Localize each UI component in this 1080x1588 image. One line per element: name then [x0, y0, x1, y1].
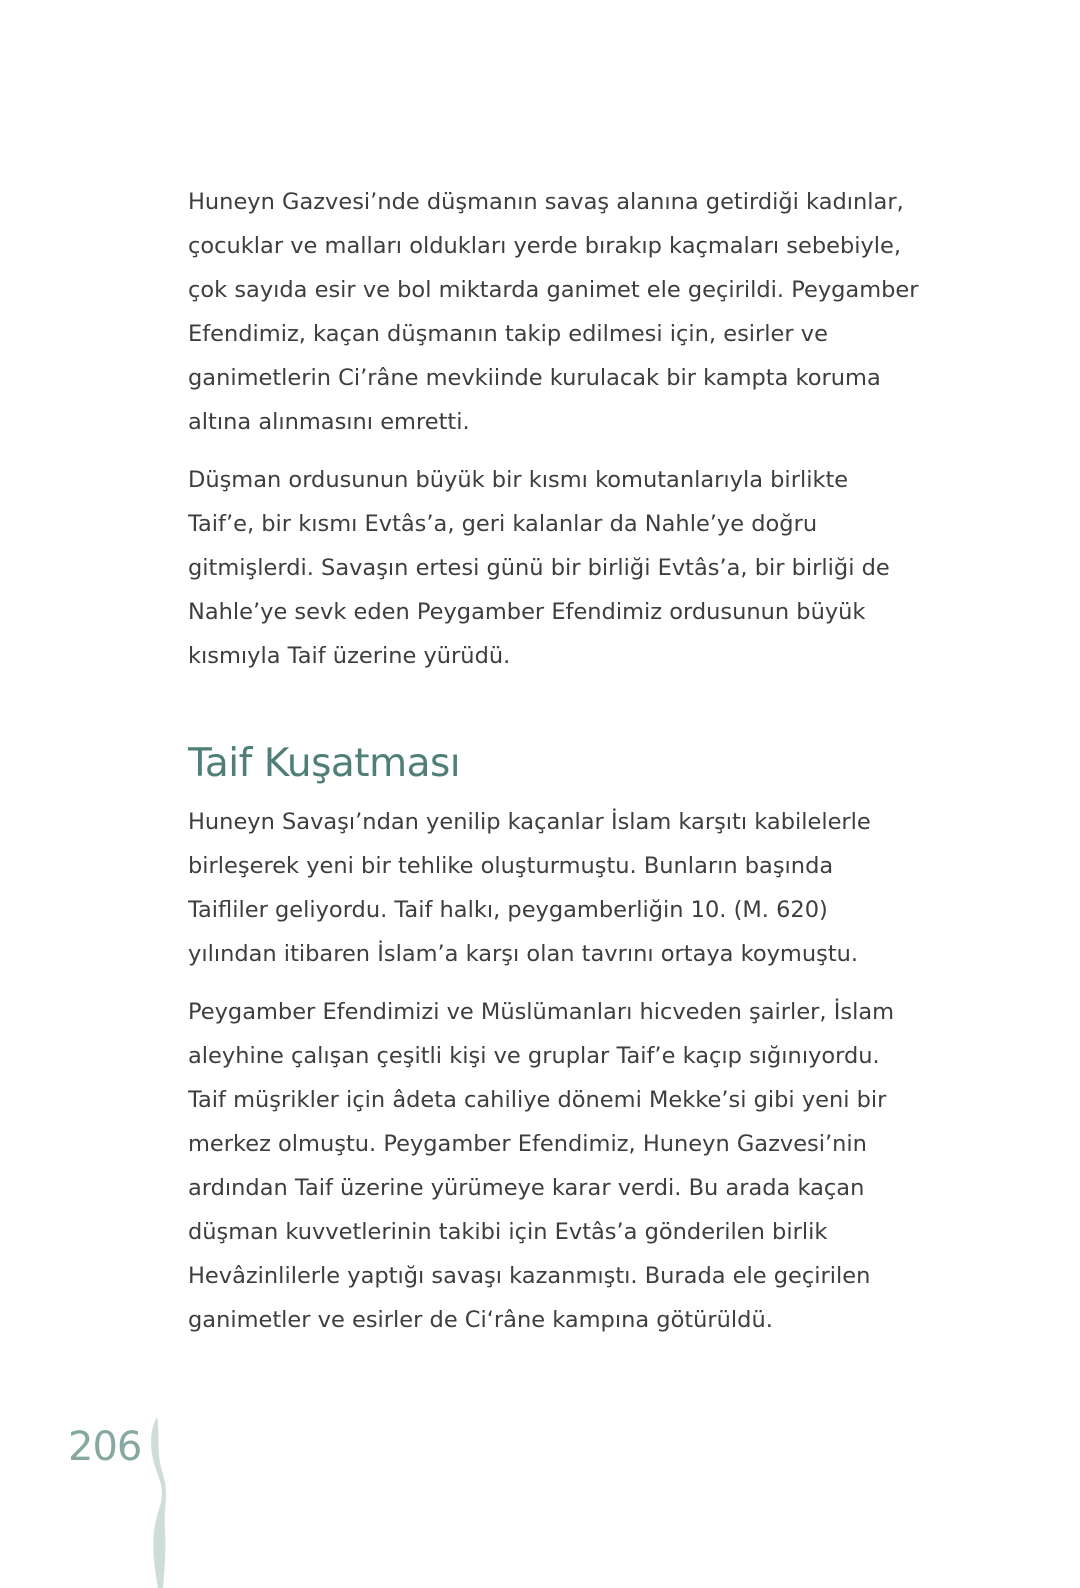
paragraph-line: ganimetlerin Ci’râne mevkiinde kurulacak bir kampta koruma: [188, 365, 881, 391]
paragraph-line: Taifliler geliyordu. Taif halkı, peygamberliğin 10. (M. 620): [188, 897, 828, 923]
paragraph-1: [188, 180, 919, 444]
paragraph-line: Taif müşrikler için âdeta cahiliye dönemi Mekke’si gibi yeni bir: [188, 1087, 887, 1113]
paragraph-line: çocuklar ve malları oldukları yerde bırakıp kaçmaları sebebiyle,: [188, 233, 902, 259]
paragraph-line: Huneyn Gazvesi’nde düşmanın savaş alanına getirdiği kadınlar,: [188, 189, 904, 215]
paragraph-line: kısmıyla Taif üzerine yürüdü.: [188, 643, 511, 669]
section-paragraph-2: [188, 990, 895, 1342]
paragraph-line: altına alınmasını emretti.: [188, 409, 470, 435]
page-number: 206: [68, 1424, 142, 1470]
paragraph-line: Efendimiz, kaçan düşmanın takip edilmesi için, esirler ve: [188, 321, 828, 347]
paragraph-line: Peygamber Efendimizi ve Müslümanları hicveden şairler, İslam: [188, 999, 895, 1025]
paragraph-line: merkez olmuştu. Peygamber Efendimiz, Huneyn Gazvesi’nin: [188, 1131, 867, 1157]
paragraph-line: Taif’e, bir kısmı Evtâs’a, geri kalanlar da Nahle’ye doğru: [188, 511, 818, 537]
paragraph-line: Hevâzinlilerle yaptığı savaşı kazanmıştı. Burada ele geçirilen: [188, 1263, 871, 1289]
paragraph-line: çok sayıda esir ve bol miktarda ganimet ele geçirildi. Peygamber: [188, 277, 919, 303]
paragraph-line: ardından Taif üzerine yürümeye karar verdi. Bu arada kaçan: [188, 1175, 865, 1201]
paragraph-line: Düşman ordusunun büyük bir kısmı komutanlarıyla birlikte: [188, 467, 849, 493]
paragraph-2: [188, 458, 888, 678]
paragraph-line: aleyhine çalışan çeşitli kişi ve gruplar Taif’e kaçıp sığınıyordu.: [188, 1043, 880, 1069]
paragraph-line: birleşerek yeni bir tehlike oluşturmuştu. Bunların başında: [188, 853, 834, 879]
paragraph-line: Huneyn Savaşı’ndan yenilip kaçanlar İslam karşıtı kabilelerle: [188, 809, 871, 835]
paragraph-line: düşman kuvvetlerinin takibi için Evtâs’a gönderilen birlik: [188, 1219, 828, 1245]
text-column: [188, 180, 919, 1356]
paragraph-line: gitmişlerdi. Savaşın ertesi günü bir birliği Evtâs’a, bir birliği de: [188, 555, 890, 581]
section-paragraph-1: [188, 800, 888, 976]
section-heading: Taif Kuşatması: [188, 741, 461, 786]
paragraph-line: yılından itibaren İslam’a karşı olan tavrını ortaya koymuştu.: [188, 941, 859, 967]
paragraph-line: Nahle’ye sevk eden Peygamber Efendimiz ordusunun büyük: [188, 599, 866, 625]
leaf-ornament-icon: [144, 1415, 174, 1588]
paragraph-line: ganimetler ve esirler de Ci‘râne kampına götürüldü.: [188, 1307, 773, 1333]
